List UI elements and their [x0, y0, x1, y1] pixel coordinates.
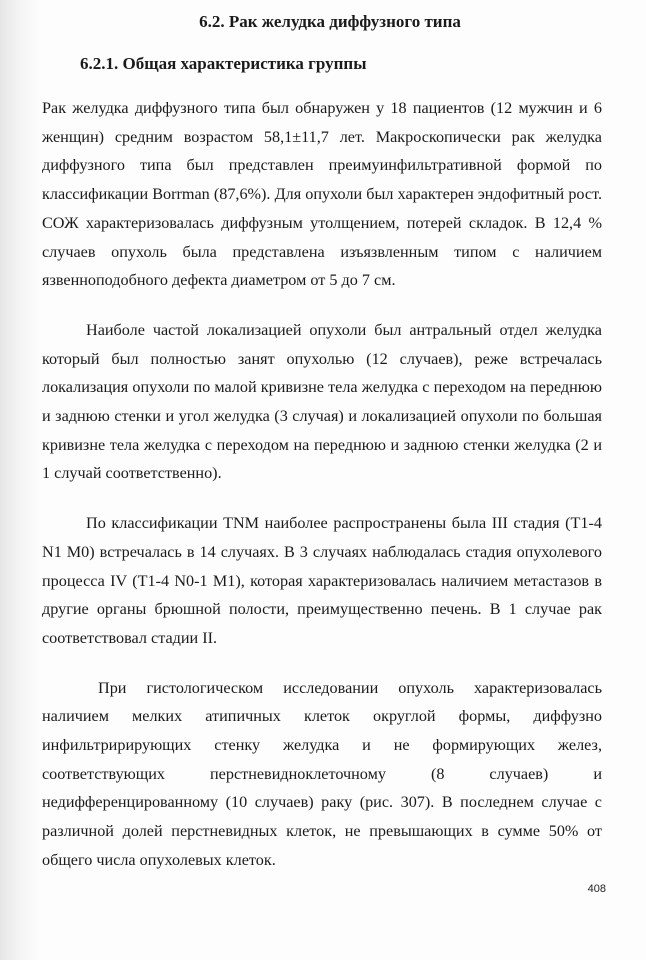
paragraph-2: Наиболе частой локализацией опухоли был антральный отдел желудка который был полностью занят опухолью (12 случаев), реже встречалась локализация опухоли по малой кривизне тела желудка с переходом на переднюю и заднюю стенки и угол желудка (3 случая) и локализацией опухоли по большая кривизне тела желудка с переходом на переднюю и заднюю стенки желудка (2 и 1 случай соответственно). — [42, 320, 602, 483]
subsection-title: 6.2.1. Общая характеристика группы — [80, 54, 367, 73]
page-number: 408 — [587, 883, 606, 895]
scan-edge-shadow — [0, 0, 40, 960]
section-title: 6.2. Рак желудка диффузного типа — [199, 12, 461, 31]
paragraph-1: Рак желудка диффузного типа был обнаружен у 18 пациентов (12 мужчин и 6 женщин) средним возрастом 58,1±11,7 лет. Макроскопически рак желудка диффузного типа был представлен преимуинфильтративной формой по классификации Borrman (87,6%). Для опухоли был характерен эндофитный рост. СОЖ характеризовалась диффузным утолщением, потерей складок. В 12,4 % случаев опухоль была представлена изъязвленным типом с наличием язвенноподобного дефекта диаметром от 5 до 7 см. — [42, 99, 602, 290]
paragraph-3: По классификации TNM наиболее распространены была III стадия (T1-4 N1 M0) встречалась в 14 случаях. В 3 случаях наблюдалась стадия опухолевого процесса IV (T1-4 N0-1 M1), которая характеризовалась наличием метастазов в другие органы брюшной полости, преимущественно печень. В 1 случае рак соответствовал стадии II. — [42, 514, 602, 647]
paragraph-4: При гистологическом исследовании опухоль характеризовалась наличием мелких атипичных клеток округлой формы, диффузно инфильтририрующих стенку желудка и не формирующих желез, соответствующих перстневидноклеточному (8 случаев) и недифференцированному (10 случаев) раку (рис. 307). В последнем случае с различной долей перстневидных клеток, не превышающих в сумме 50% от общего числа опухолевых клеток. — [42, 678, 602, 869]
body-text — [42, 94, 602, 875]
